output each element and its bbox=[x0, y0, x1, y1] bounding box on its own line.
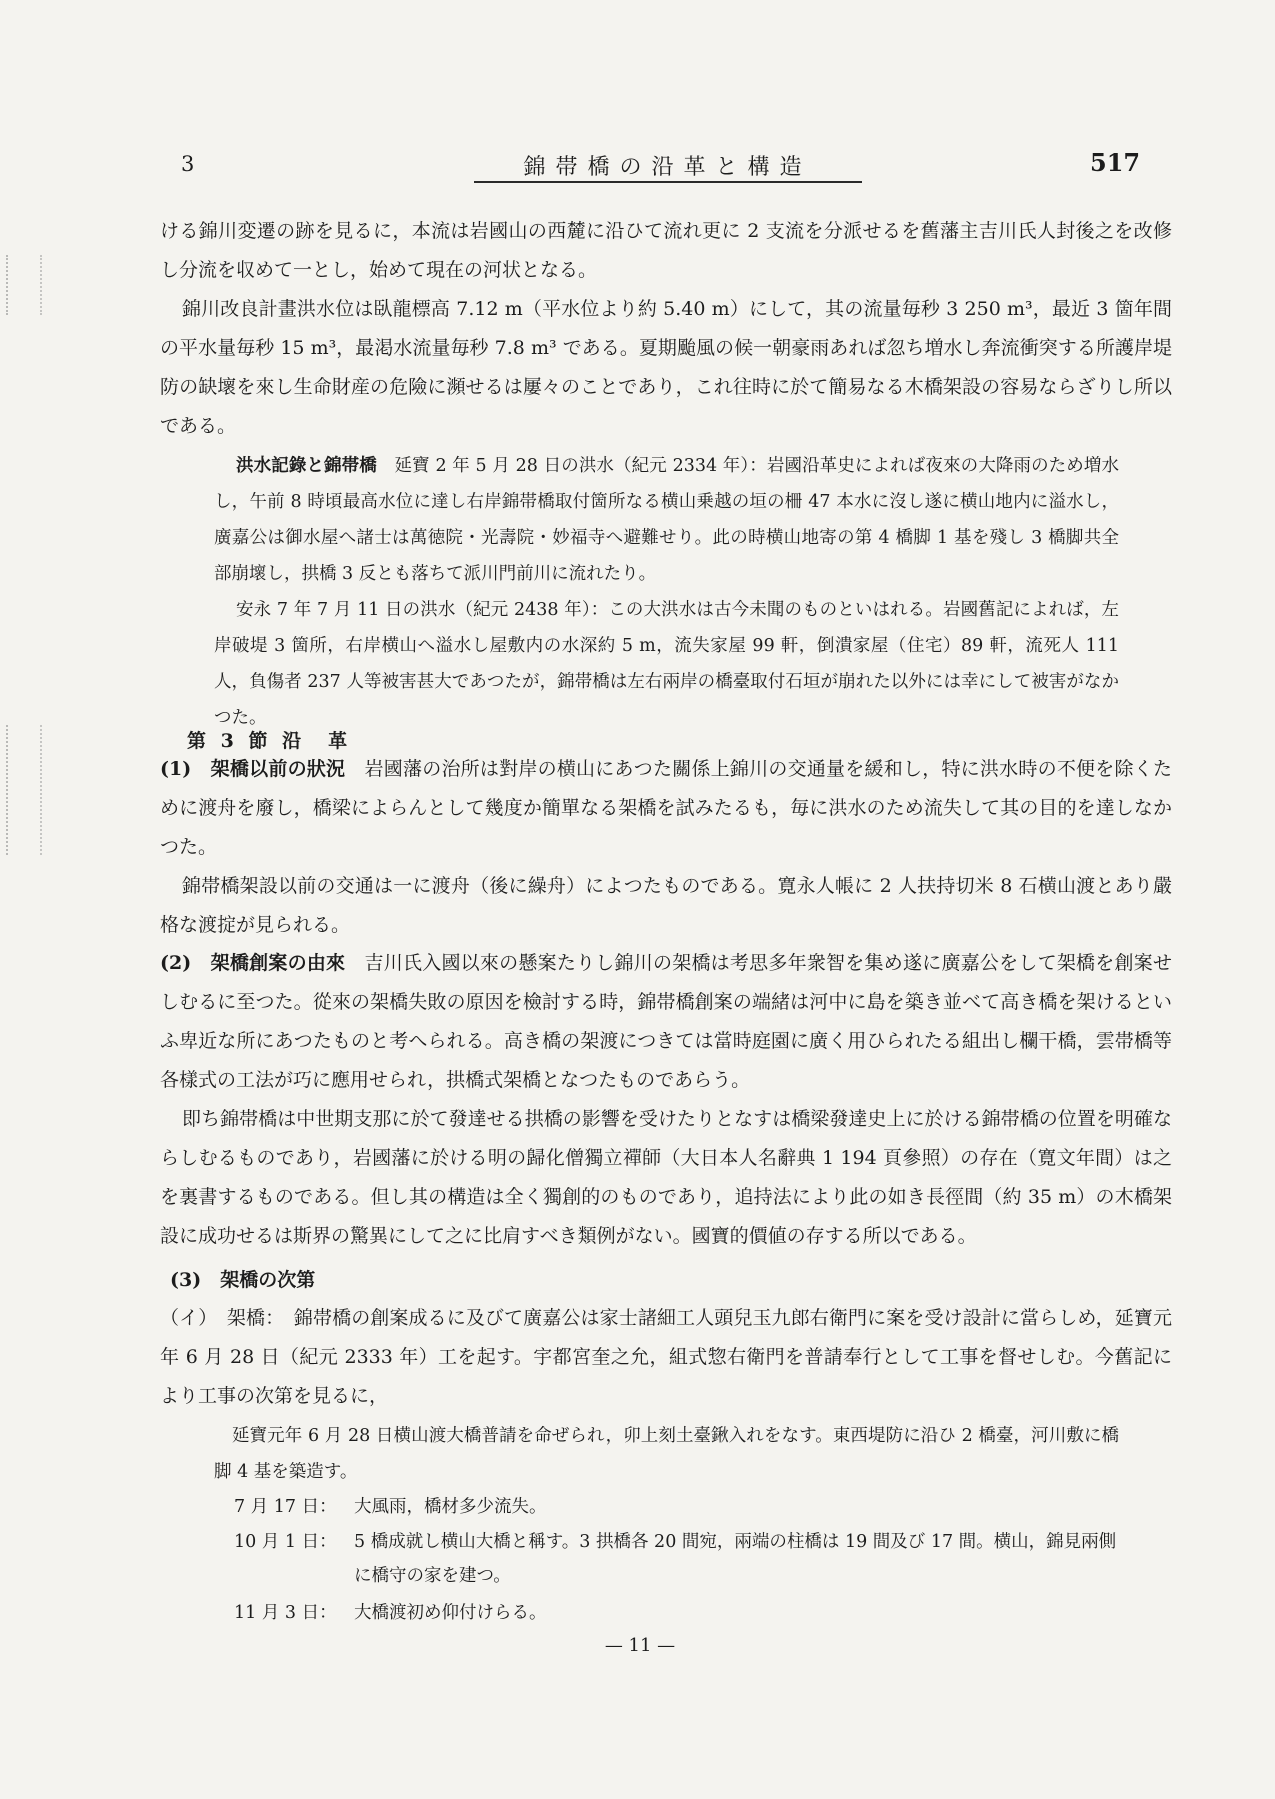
subsection-2-text: 吉川氏入國以來の懸案たりし錦川の架橋は考思多年衆智を集め遂に廣嘉公をして架橋を創案せしむるに至つた。從來の架橋失敗の原因を檢討する時，錦帯橋創案の端緒は河中に島を築き並べて高き橋を架けるといふ卑近な所にあつたものと考へられる。高き橋の架渡につきては當時庭園に廣く用ひられたる組出し欄干橋，雲帯橋等各樣式の工法が巧に應用せられ，拱橋式架橋となつたものであらう。 bbox=[160, 952, 1172, 1091]
paragraph-flood-plan: 錦川改良計畫洪水位は臥龍標高 7.12 m（平水位より約 5.40 m）にして，其の流量毎秒 3 250 m³，最近 3 箇年間の平水量毎秒 15 m³，最渇水流量毎秒 7.8 m³ である。夏期颱風の候一朝豪雨あれば忽ち増水し奔流衝突する所護岸堤防の缺壞を來し生命財産の危險に瀕せるは屢々のことであり，これ往時に於て簡易なる木橋架設の容易ならざりし所以である。 bbox=[160, 298, 1172, 437]
subsection-2-label: (2) 架橋創案の由來 bbox=[160, 952, 346, 974]
log-text: 大橋渡初め仰付けらる。 bbox=[354, 1603, 547, 1623]
log-row bbox=[234, 1525, 1124, 1593]
title-underline bbox=[474, 181, 862, 183]
subsection-2 bbox=[160, 944, 1172, 1100]
log-row bbox=[234, 1596, 1124, 1630]
scan-artifact bbox=[6, 725, 42, 855]
subsection-3-label: (3) 架橋の次第 bbox=[170, 1269, 316, 1291]
subsection-1-text: 岩國藩の治所は對岸の横山にあつた關係上錦川の交通量を緩和し，特に洪水時の不便を除くために渡舟を廢し，橋梁によらんとして幾度か簡單なる架橋を試みたるも，毎に洪水のため流失して其の目的を達しなかつた。 bbox=[160, 758, 1172, 858]
log-text: 大風雨，橋材多少流失。 bbox=[354, 1497, 547, 1517]
page-number: 517 bbox=[1090, 148, 1141, 177]
footer-page-label: — 11 — bbox=[604, 1635, 676, 1656]
flood-record-1 bbox=[214, 448, 1119, 592]
scan-artifact bbox=[6, 255, 42, 315]
subsection-3-text: （イ） 架橋： 錦帯橋の創案成るに及びて廣嘉公は家士諸細工人頭兒玉九郎右衛門に案を受け設計に當らしめ，延寶元年 6 月 28 日（紀元 2333 年）工を起す。宇都宮奎之允，組式惣右衛門を普請奉行として工事を督せしむ。今舊記により工事の次第を見るに， bbox=[160, 1307, 1172, 1407]
log-date: 7 月 17 日： bbox=[234, 1497, 337, 1517]
section-heading: 第 3 節 沿 革 bbox=[187, 730, 352, 752]
flood-record-2: 安永 7 年 7 月 11 日の洪水（紀元 2438 年）：この大洪水は古今未聞のものといはれる。岩國舊記によれば，左岸破堤 3 箇所，右岸横山へ溢水し屋敷内の水深約 5 m，流失家屋 99 軒，倒潰家屋（住宅）89 軒，流死人 111 人，負傷者 237 人等被害甚大であつたが，錦帯橋は左右兩岸の橋臺取付石垣が崩れた以外には幸にして被害がなかつた。 bbox=[214, 600, 1119, 728]
log-date: 10 月 1 日： bbox=[234, 1532, 337, 1552]
log-text: 5 橋成就し横山大橋と稱す。3 拱橋各 20 間宛，兩端の柱橋は 19 間及び 17 間。横山，錦見兩側に橋守の家を建つ。 bbox=[354, 1532, 1117, 1586]
paragraph-river-history: ける錦川変遷の跡を見るに，本流は岩國山の西麓に沿ひて流れ更に 2 支流を分派せるを舊藩主吉川氏人封後之を改修し分流を収めて一とし，始めて現在の河状となる。 bbox=[160, 220, 1172, 281]
paragraph-arch-influence: 即ち錦帯橋は中世期支那に於て發達せる拱橋の影響を受けたりとなすは橋梁發達史上に於ける錦帯橋の位置を明確ならしむるものであり，岩國藩に於ける明の歸化僧獨立禪師（大日本人名辭典 1 194 頁參照）の存在（寛文年間）は之を裏書するものである。但し其の構造は全く獨創的のものであり，追持法により此の如き長徑間（約 35 m）の木橋架設に成功せるは斯界の驚異にして之に比肩すべき類例がない。國寶的價値の存する所以である。 bbox=[160, 1108, 1172, 1247]
chapter-number: 3 bbox=[181, 152, 195, 176]
log-date: 11 月 3 日： bbox=[234, 1603, 337, 1623]
construction-record: 延寶元年 6 月 28 日横山渡大橋普請を命ぜられ，卯上刻土臺鍬入れをなす。東西堤防に沿ひ 2 橋臺，河川敷に橋脚 4 基を築造す。 bbox=[214, 1426, 1119, 1482]
paragraph-ferry: 錦帯橋架設以前の交通は一に渡舟（後に繰舟）によつたものである。寛永人帳に 2 人扶持切米 8 石横山渡とあり嚴格な渡掟が見られる。 bbox=[160, 875, 1172, 936]
running-title: 錦帯橋の沿革と構造 bbox=[523, 155, 812, 180]
subsection-1-label: (1) 架橋以前の狀況 bbox=[160, 758, 346, 780]
flood-record-lead: 洪水記錄と錦帯橋 bbox=[236, 456, 377, 476]
flood-record-1-text: 延寶 2 年 5 月 28 日の洪水（紀元 2334 年）：岩國沿革史によれば夜來の大降雨のため増水し，午前 8 時頃最高水位に達し右岸錦帯橋取付箇所なる横山乗越の垣の柵 47 本水に沒し遂に横山地内に溢水し，廣嘉公は御水屋へ諸士は萬徳院・光壽院・妙福寺へ避難せり。此の時横山地寄の第 4 橋脚 1 基を殘し 3 橋脚共全部崩壞し，拱橋 3 反とも落ちて派川門前川に流れたり。 bbox=[214, 456, 1120, 584]
log-row bbox=[234, 1490, 1124, 1524]
subsection-1 bbox=[160, 750, 1172, 867]
